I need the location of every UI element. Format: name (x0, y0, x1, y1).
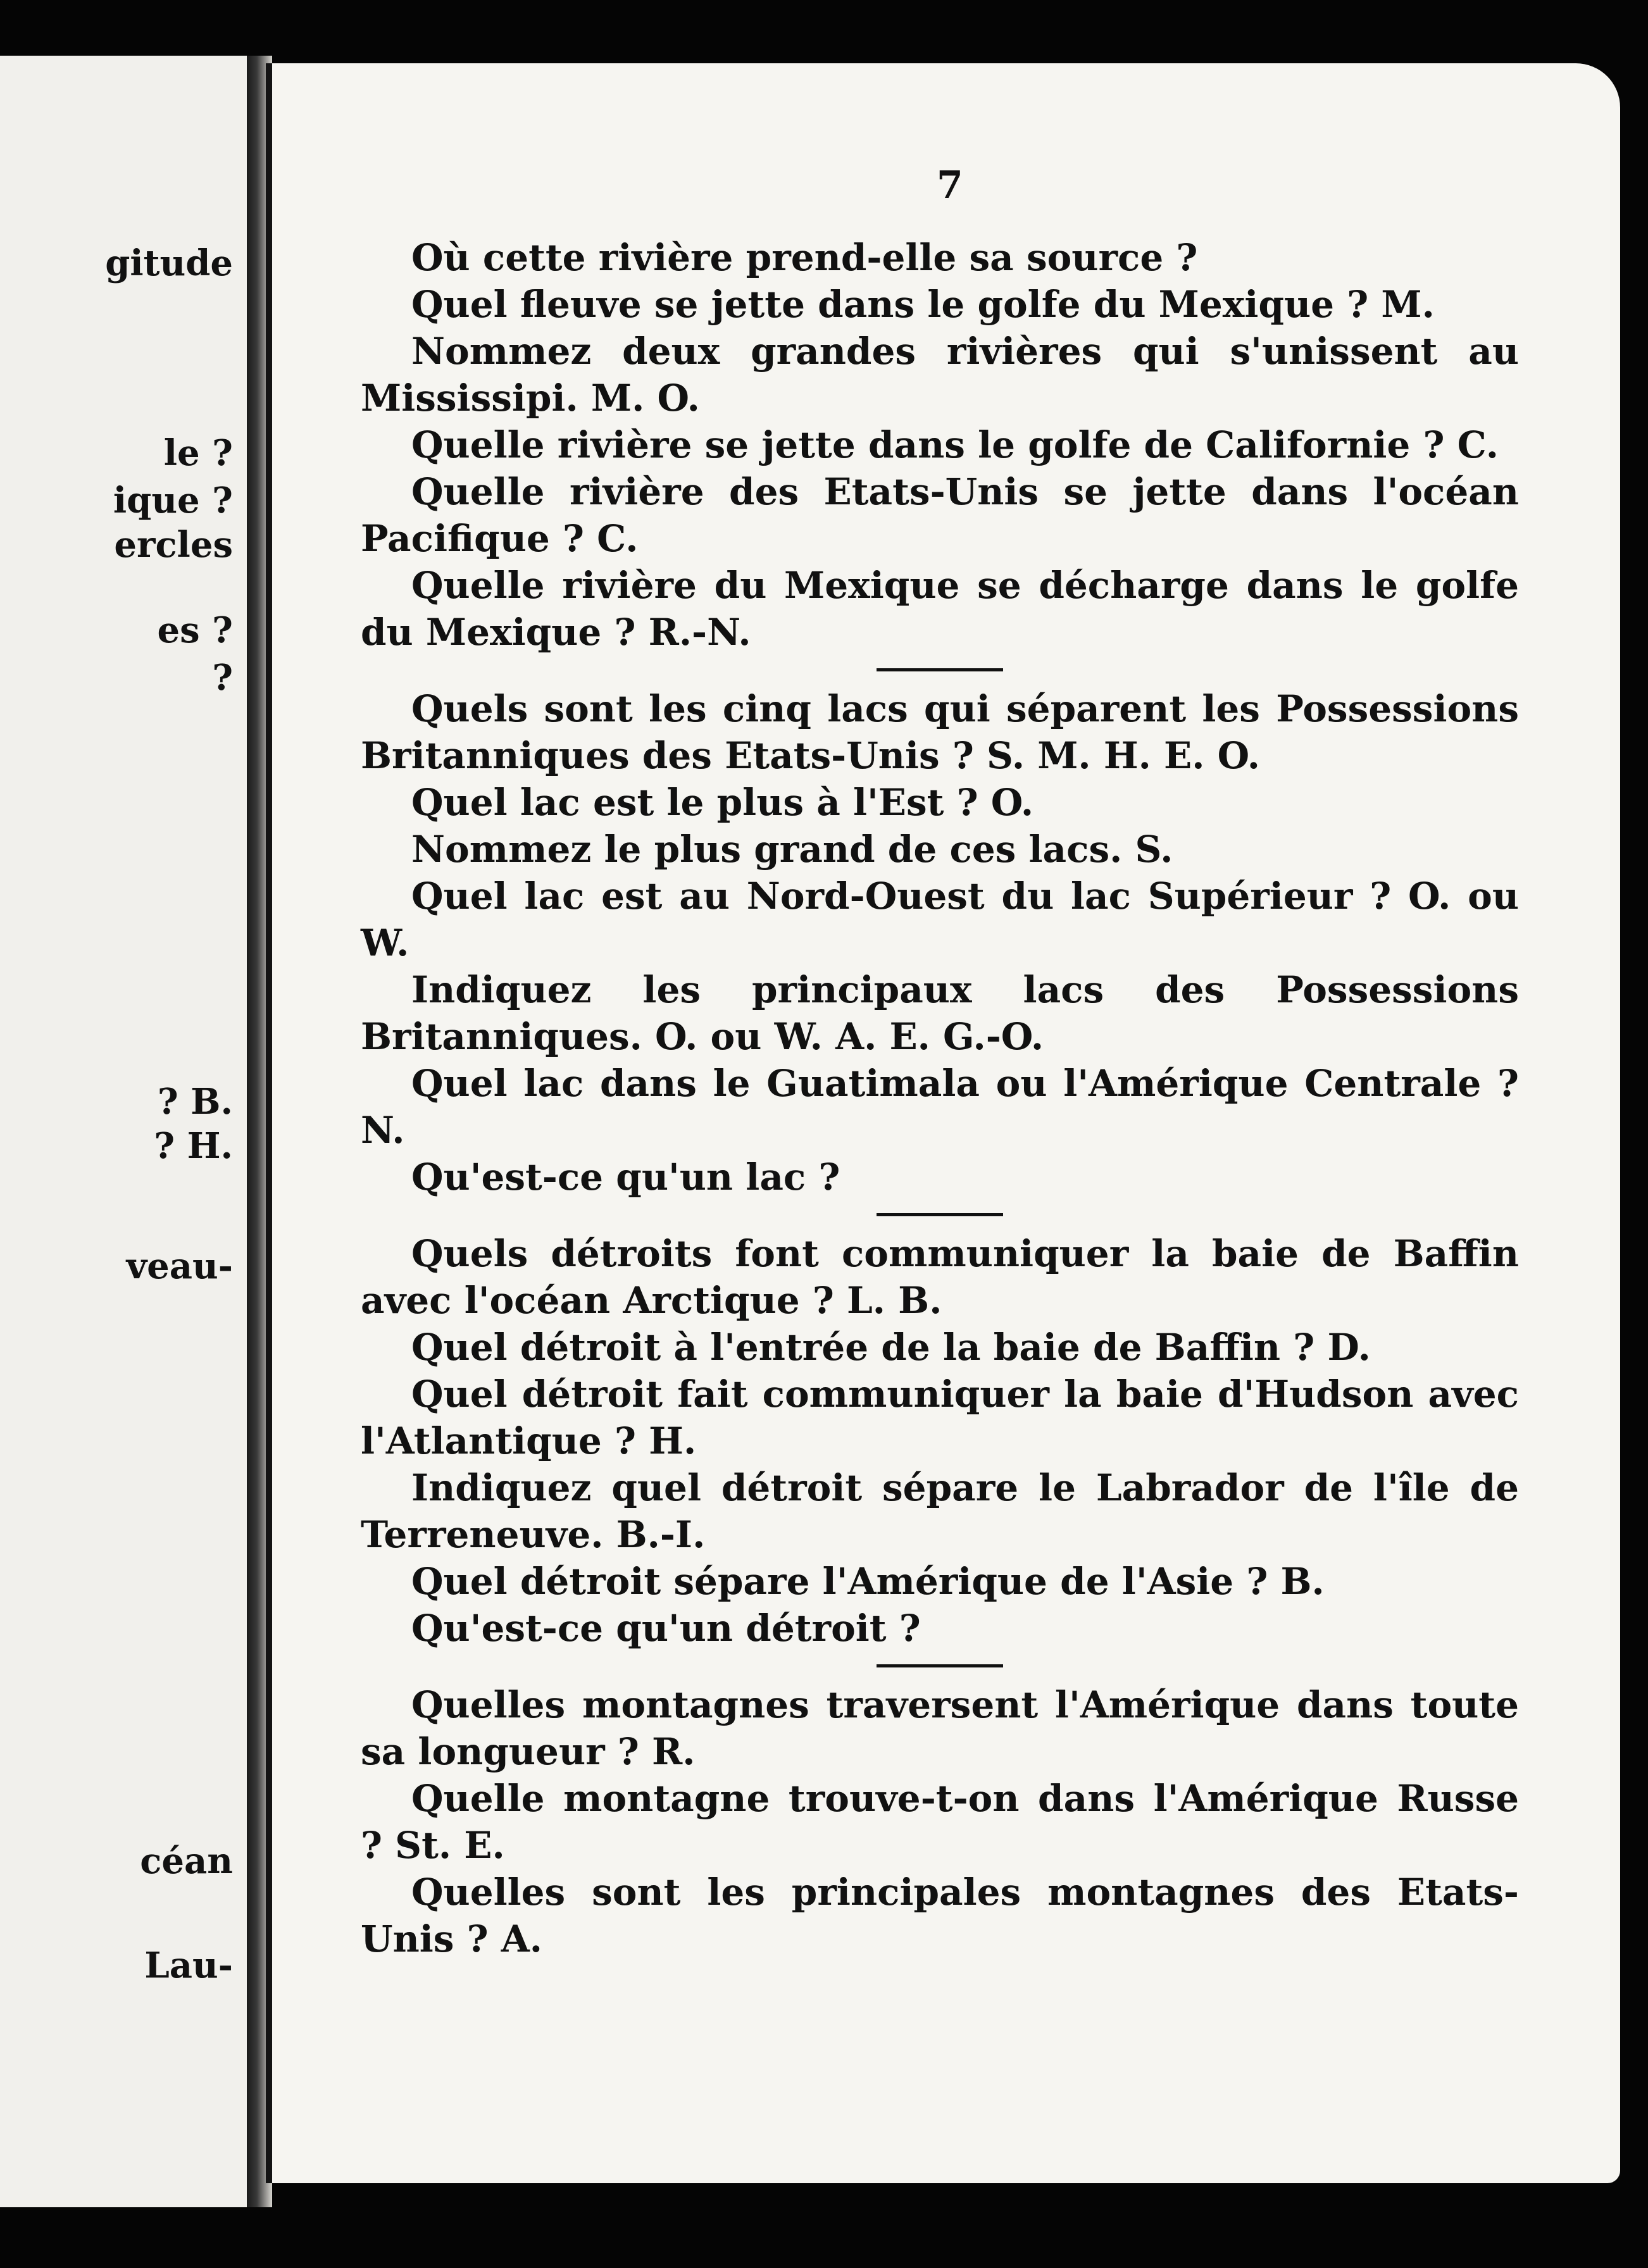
question: Quelles montagnes traversent l'Amérique dans toute sa longueur ? R. (361, 1683, 1519, 1773)
question: Quel détroit fait communiquer la baie d'Hudson avec l'Atlantique ? H. (361, 1373, 1519, 1462)
question: Quel fleuve se jette dans le golfe du Mexique ? M. (411, 283, 1435, 326)
left-fragment: gitude (105, 242, 233, 284)
question: Quelle rivière des Etats-Unis se jette dans l'océan Pacifique ? C. (361, 470, 1519, 560)
question: Quel lac est au Nord-Ouest du lac Supérieur ? O. ou W. (361, 875, 1519, 964)
left-fragment: ? (212, 657, 233, 699)
section-lakes (361, 685, 1519, 1200)
question: Quel lac dans le Guatimala ou l'Amérique Centrale ? N. (361, 1062, 1519, 1152)
question: Quelle rivière se jette dans le golfe de Californie ? C. (411, 423, 1499, 466)
question: Quelle rivière du Mexique se décharge dans le golfe du Mexique ? R.-N. (361, 564, 1519, 654)
section-divider (877, 1664, 1003, 1667)
question: Où cette rivière prend-elle sa source ? (411, 236, 1198, 279)
question: Quelles sont les principales montagnes des Etats-Unis ? A. (361, 1871, 1519, 1960)
left-fragment: ercles (114, 524, 233, 566)
question: Quel lac est le plus à l'Est ? O. (411, 781, 1034, 824)
question: Qu'est-ce qu'un lac ? (411, 1156, 840, 1199)
question: Indiquez quel détroit sépare le Labrador de l'île de Terreneuve. B.-I. (361, 1466, 1519, 1556)
left-fragment: ique ? (113, 480, 233, 521)
page-text (361, 234, 1519, 1962)
previous-page-edge (0, 56, 251, 2207)
section-straits (361, 1230, 1519, 1652)
question: Qu'est-ce qu'un détroit ? (411, 1607, 921, 1650)
question: Quels détroits font communiquer la baie de Baffin avec l'océan Arctique ? L. B. (361, 1232, 1519, 1322)
question: Quelle montagne trouve-t-on dans l'Amérique Russe ? St. E. (361, 1777, 1519, 1867)
left-fragment: Lau- (144, 1945, 233, 1986)
question: Nommez le plus grand de ces lacs. S. (411, 828, 1173, 871)
question: Nommez deux grandes rivières qui s'unissent au Mississipi. M. O. (361, 330, 1519, 420)
left-fragment: le ? (163, 432, 233, 474)
question: Quels sont les cinq lacs qui séparent les Possessions Britanniques des Etats-Unis ? S. M. H. E. O. (361, 687, 1519, 777)
left-fragment: ? H. (154, 1125, 233, 1167)
section-mountains (361, 1681, 1519, 1962)
left-fragment: ? B. (157, 1081, 233, 1123)
left-fragment: es ? (157, 609, 233, 651)
question: Quel détroit à l'entrée de la baie de Baffin ? D. (411, 1326, 1371, 1369)
section-divider (877, 668, 1003, 671)
section-divider (877, 1213, 1003, 1216)
main-page (266, 63, 1620, 2183)
left-fragment: veau- (126, 1245, 233, 1287)
page-number: 7 (937, 163, 963, 208)
question: Quel détroit sépare l'Amérique de l'Asie ? B. (411, 1560, 1325, 1603)
question: Indiquez les principaux lacs des Possessions Britanniques. O. ou W. A. E. G.-O. (361, 968, 1519, 1058)
section-rivers (361, 234, 1519, 656)
left-fragment: céan (140, 1840, 233, 1882)
